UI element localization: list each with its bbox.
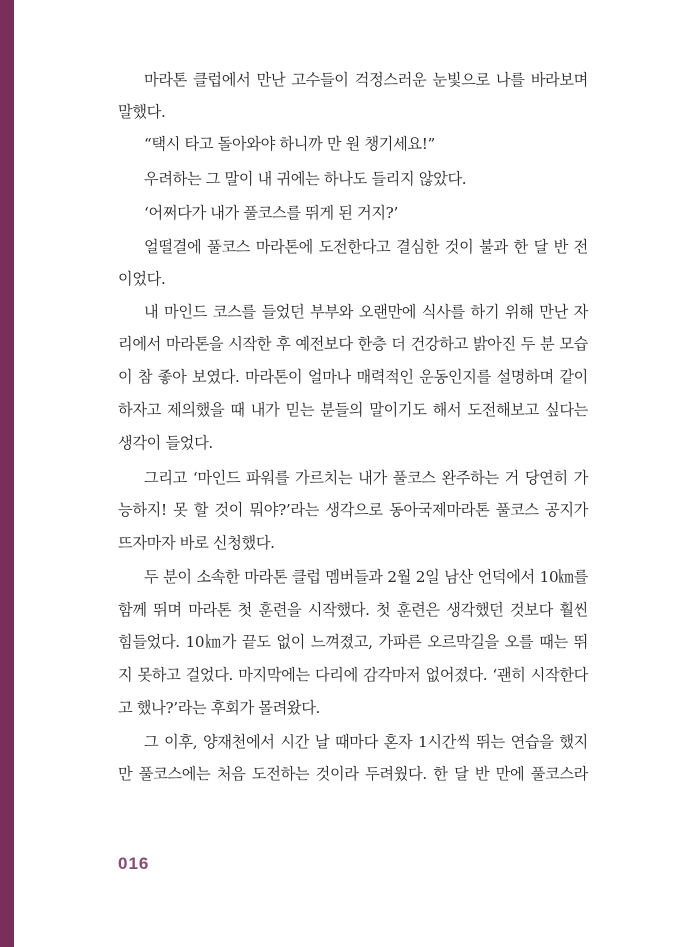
text-line: 내 마인드 코스를 들었던 부부와 오랜만에 식사를 하기 위해 만난 자 xyxy=(144,303,588,321)
text-line: 이 참 좋아 보였다. 마라톤이 얼마나 매력적인 운동인지를 설명하며 같이 xyxy=(118,368,588,386)
text-line: 두 분이 소속한 마라톤 클럽 멤버들과 2월 2일 남산 언덕에서 10㎞를 xyxy=(144,568,588,586)
text-line: 생각이 들었다. xyxy=(118,434,213,452)
text-line: “택시 타고 돌아와야 하니까 만 원 챙기세요!” xyxy=(144,135,435,153)
text-line: 고 했나?’라는 후회가 몰려왔다. xyxy=(118,699,321,717)
text-line: 그 이후, 양재천에서 시간 날 때마다 혼자 1시간씩 뛰는 연습을 했지 xyxy=(144,733,588,751)
text-line: 이었다. xyxy=(118,270,166,288)
text-line: 마라톤 클럽에서 만난 고수들이 걱정스러운 눈빛으로 나를 바라보며 xyxy=(144,71,588,89)
text-line: ‘어쩌다가 내가 풀코스를 뛰게 된 거지?’ xyxy=(144,204,398,222)
book-spine-edge xyxy=(0,0,14,947)
text-line: 리에서 마라톤을 시작한 후 예전보다 한층 더 건강하고 밝아진 두 분 모습 xyxy=(118,335,588,353)
text-line: 그리고 ‘마인드 파워를 가르치는 내가 풀코스 완주하는 거 당연히 가 xyxy=(144,469,588,487)
page-number: 016 xyxy=(118,854,150,873)
text-line: 말했다. xyxy=(118,103,166,121)
text-line: 지 못하고 걸었다. 마지막에는 다리에 감각마저 없어졌다. ‘괜히 시작한다 xyxy=(118,666,588,684)
text-line: 뜨자마자 바로 신청했다. xyxy=(118,534,275,552)
text-line: 힘들었다. 10㎞가 끝도 없이 느껴졌고, 가파른 오르막길을 오를 때는 뛰 xyxy=(118,633,588,651)
text-line: 우려하는 그 말이 내 귀에는 하나도 들리지 않았다. xyxy=(144,170,467,188)
text-line: 함께 뛰며 마라톤 첫 훈련을 시작했다. 첫 훈련은 생각했던 것보다 훨씬 xyxy=(118,601,588,619)
text-line: 만 풀코스에는 처음 도전하는 것이라 두려웠다. 한 달 반 만에 풀코스라 xyxy=(118,765,588,783)
text-line: 얼떨결에 풀코스 마라톤에 도전한다고 결심한 것이 불과 한 달 반 전 xyxy=(144,238,588,256)
text-line: 하자고 제의했을 때 내가 믿는 분들의 말이기도 해서 도전해보고 싶다는 xyxy=(118,401,588,419)
text-line: 능하지! 못 할 것이 뭐야?’라는 생각으로 동아국제마라톤 풀코스 공지가 xyxy=(118,501,588,519)
